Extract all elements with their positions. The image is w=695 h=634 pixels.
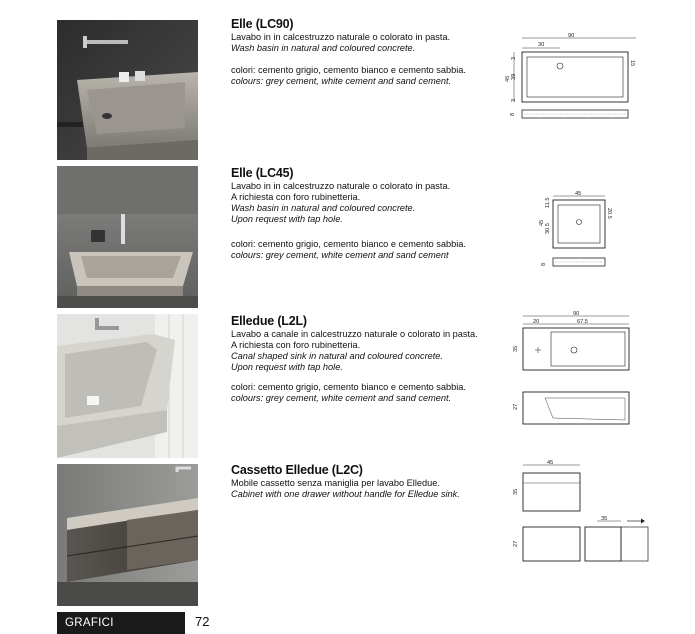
photo-elle-lc45 <box>57 166 198 308</box>
dim-width: 45 <box>547 460 554 466</box>
dim-height: 8 <box>541 262 547 266</box>
desc-en-2: Upon request with tap hole. <box>231 213 343 224</box>
dim-a: 3 <box>511 56 517 60</box>
page-number: 72 <box>195 614 210 629</box>
dim-side: 35 <box>601 516 608 522</box>
dim-depth: 45 <box>505 75 511 82</box>
desc-en: Cabinet with one drawer without handle for Elledue sink. <box>231 488 460 499</box>
colors-it: colori: cemento grigio, cemento bianco e cemento sabbia. <box>231 381 466 392</box>
desc-en: Wash basin in natural and coloured concrete. <box>231 202 416 213</box>
dim-height: 27 <box>513 403 519 410</box>
photo-cassetto-l2c <box>57 464 198 606</box>
desc-it: Mobile cassetto senza maniglia per lavabo Elledue. <box>231 478 440 488</box>
product-block-l2c <box>231 463 481 500</box>
dim-right: 15 <box>629 60 635 67</box>
dim-left: 20 <box>533 319 540 325</box>
drawing-lc45 <box>535 190 625 280</box>
desc-en: Wash basin in natural and coloured concrete. <box>231 42 416 53</box>
dim-width: 90 <box>568 33 575 39</box>
drawing-lc90 <box>500 30 650 130</box>
dim-depth: 35 <box>513 488 519 495</box>
product-block-lc90 <box>231 17 481 87</box>
product-title: Elledue (L2L) <box>231 314 307 328</box>
photo-elledue-l2l <box>57 314 198 458</box>
dim-b: 39 <box>511 73 517 80</box>
photo-elle-lc90 <box>57 20 198 160</box>
colors-en: colours: grey cement, white cement and sand cement. <box>231 392 452 403</box>
desc-it-2: A richiesta con foro rubinetteria. <box>231 339 361 350</box>
dim-width: 90 <box>573 311 580 317</box>
dim-c: 3 <box>511 98 517 102</box>
desc-en-2: Upon request with tap hole. <box>231 361 343 372</box>
desc-it-2: A richiesta con foro rubinetteria. <box>231 191 361 202</box>
dim-right: 20.5 <box>606 208 612 219</box>
drawing-l2l <box>505 310 645 430</box>
product-title: Elle (LC45) <box>231 166 294 180</box>
desc-it: Lavabo a canale in calcestruzzo naturale o colorato in pasta. <box>231 329 478 339</box>
colors-en: colours: grey cement, white cement and sand cement. <box>231 75 452 86</box>
product-title: Elle (LC90) <box>231 17 294 31</box>
dim-width: 45 <box>575 191 582 197</box>
dim-right: 67.5 <box>577 319 588 325</box>
desc-it: Lavabo in in calcestruzzo naturale o colorato in pasta. <box>231 32 451 42</box>
dim-a: 11.5 <box>545 197 551 208</box>
product-block-l2l <box>231 314 481 403</box>
colors-it: colori: cemento grigio, cemento bianco e cemento sabbia. <box>231 238 466 249</box>
drawing-l2c <box>505 455 655 570</box>
product-title: Cassetto Elledue (L2C) <box>231 463 363 477</box>
dim-depth: 35 <box>513 345 519 352</box>
colors-it: colori: cemento grigio, cemento bianco e cemento sabbia. <box>231 64 466 75</box>
footer-section-label: GRAFICI <box>65 617 114 629</box>
colors-en: colours: grey cement, white cement and sand cement <box>231 249 449 260</box>
dim-height: 8 <box>510 112 516 116</box>
product-block-lc45 <box>231 166 481 260</box>
dim-b: 30.5 <box>545 223 551 234</box>
dim-depth: 45 <box>539 219 545 226</box>
footer-section-bar <box>57 612 185 634</box>
desc-en: Canal shaped sink in natural and coloured concrete. <box>231 350 443 361</box>
dim-height: 27 <box>513 540 519 547</box>
desc-it: Lavabo in in calcestruzzo naturale o colorato in pasta. <box>231 181 451 191</box>
dim-offset: 30 <box>538 42 545 48</box>
